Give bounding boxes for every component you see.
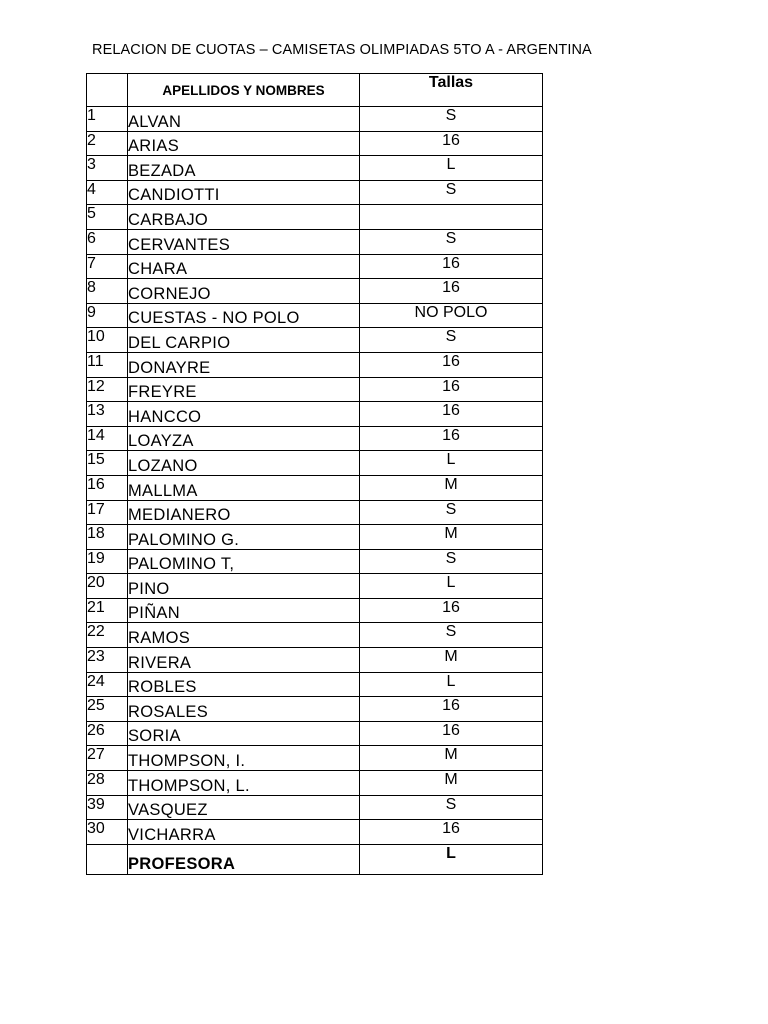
row-number: 19 bbox=[87, 549, 128, 574]
table-row bbox=[87, 598, 543, 623]
row-size: M bbox=[360, 771, 543, 796]
table-row bbox=[87, 156, 543, 181]
row-number: 23 bbox=[87, 648, 128, 673]
sizes-table bbox=[86, 73, 543, 875]
row-number: 4 bbox=[87, 180, 128, 205]
table-row bbox=[87, 771, 543, 796]
table-row bbox=[87, 721, 543, 746]
table-body bbox=[87, 107, 543, 845]
row-number: 14 bbox=[87, 426, 128, 451]
table-row bbox=[87, 377, 543, 402]
row-size: 16 bbox=[360, 598, 543, 623]
row-size: 16 bbox=[360, 820, 543, 845]
table-row bbox=[87, 254, 543, 279]
teacher-number bbox=[87, 844, 128, 874]
row-name: CERVANTES bbox=[128, 229, 360, 254]
row-number: 5 bbox=[87, 205, 128, 230]
row-size: 16 bbox=[360, 377, 543, 402]
table-row bbox=[87, 303, 543, 328]
table-row bbox=[87, 648, 543, 673]
row-size: 16 bbox=[360, 426, 543, 451]
row-name: CARBAJO bbox=[128, 205, 360, 230]
row-size: M bbox=[360, 746, 543, 771]
row-number: 6 bbox=[87, 229, 128, 254]
row-number: 3 bbox=[87, 156, 128, 181]
row-size: L bbox=[360, 451, 543, 476]
row-name: CANDIOTTI bbox=[128, 180, 360, 205]
table-row bbox=[87, 180, 543, 205]
row-number: 20 bbox=[87, 574, 128, 599]
row-size: 16 bbox=[360, 254, 543, 279]
row-name: RIVERA bbox=[128, 648, 360, 673]
row-name: RAMOS bbox=[128, 623, 360, 648]
row-size: S bbox=[360, 549, 543, 574]
row-name: PALOMINO T, bbox=[128, 549, 360, 574]
row-size: 16 bbox=[360, 697, 543, 722]
row-size: 16 bbox=[360, 279, 543, 304]
table-row bbox=[87, 574, 543, 599]
row-name: PALOMINO G. bbox=[128, 525, 360, 550]
row-number: 8 bbox=[87, 279, 128, 304]
row-number: 13 bbox=[87, 402, 128, 427]
table-row bbox=[87, 500, 543, 525]
row-number: 39 bbox=[87, 795, 128, 820]
row-size: 16 bbox=[360, 352, 543, 377]
row-number: 12 bbox=[87, 377, 128, 402]
row-number: 27 bbox=[87, 746, 128, 771]
row-number: 10 bbox=[87, 328, 128, 353]
row-size: L bbox=[360, 574, 543, 599]
row-name: VASQUEZ bbox=[128, 795, 360, 820]
table-row bbox=[87, 131, 543, 156]
table-row bbox=[87, 426, 543, 451]
row-name: BEZADA bbox=[128, 156, 360, 181]
row-size: S bbox=[360, 180, 543, 205]
row-name: ARIAS bbox=[128, 131, 360, 156]
table-row bbox=[87, 107, 543, 132]
table-row bbox=[87, 451, 543, 476]
row-size: S bbox=[360, 328, 543, 353]
header-size: Tallas bbox=[360, 74, 543, 107]
row-size: 16 bbox=[360, 131, 543, 156]
row-name: MEDIANERO bbox=[128, 500, 360, 525]
row-name: ALVAN bbox=[128, 107, 360, 132]
row-size: 16 bbox=[360, 402, 543, 427]
table-row bbox=[87, 525, 543, 550]
row-name: CORNEJO bbox=[128, 279, 360, 304]
row-number: 17 bbox=[87, 500, 128, 525]
row-name: MALLMA bbox=[128, 475, 360, 500]
row-number: 9 bbox=[87, 303, 128, 328]
row-number: 11 bbox=[87, 352, 128, 377]
row-number: 18 bbox=[87, 525, 128, 550]
row-name: LOAYZA bbox=[128, 426, 360, 451]
table-row bbox=[87, 279, 543, 304]
table-row bbox=[87, 205, 543, 230]
row-name: CUESTAS - NO POLO bbox=[128, 303, 360, 328]
row-number: 30 bbox=[87, 820, 128, 845]
row-name: PINO bbox=[128, 574, 360, 599]
row-size: 16 bbox=[360, 721, 543, 746]
header-row bbox=[87, 74, 543, 107]
row-name: LOZANO bbox=[128, 451, 360, 476]
table-row bbox=[87, 402, 543, 427]
header-number bbox=[87, 74, 128, 107]
teacher-name: PROFESORA bbox=[128, 844, 360, 874]
row-number: 15 bbox=[87, 451, 128, 476]
table-row bbox=[87, 623, 543, 648]
teacher-row bbox=[87, 844, 543, 874]
row-size: M bbox=[360, 648, 543, 673]
row-size: S bbox=[360, 795, 543, 820]
row-name: DEL CARPIO bbox=[128, 328, 360, 353]
row-name: THOMPSON, I. bbox=[128, 746, 360, 771]
row-name: CHARA bbox=[128, 254, 360, 279]
table-row bbox=[87, 352, 543, 377]
row-size: S bbox=[360, 229, 543, 254]
row-number: 1 bbox=[87, 107, 128, 132]
row-number: 7 bbox=[87, 254, 128, 279]
row-number: 24 bbox=[87, 672, 128, 697]
row-name: HANCCO bbox=[128, 402, 360, 427]
table-row bbox=[87, 672, 543, 697]
row-size: S bbox=[360, 623, 543, 648]
row-size: NO POLO bbox=[360, 303, 543, 328]
row-name: ROSALES bbox=[128, 697, 360, 722]
header-name: APELLIDOS Y NOMBRES bbox=[128, 74, 360, 107]
row-name: THOMPSON, L. bbox=[128, 771, 360, 796]
row-size: S bbox=[360, 500, 543, 525]
row-name: FREYRE bbox=[128, 377, 360, 402]
table-row bbox=[87, 795, 543, 820]
row-size: S bbox=[360, 107, 543, 132]
row-size: L bbox=[360, 672, 543, 697]
row-number: 22 bbox=[87, 623, 128, 648]
row-name: DONAYRE bbox=[128, 352, 360, 377]
row-size: M bbox=[360, 525, 543, 550]
table-row bbox=[87, 328, 543, 353]
table-row bbox=[87, 475, 543, 500]
row-name: ROBLES bbox=[128, 672, 360, 697]
table-row bbox=[87, 229, 543, 254]
row-name: PIÑAN bbox=[128, 598, 360, 623]
row-size bbox=[360, 205, 543, 230]
table-row bbox=[87, 820, 543, 845]
row-number: 28 bbox=[87, 771, 128, 796]
row-name: SORIA bbox=[128, 721, 360, 746]
table-row bbox=[87, 549, 543, 574]
table-row bbox=[87, 746, 543, 771]
row-name: VICHARRA bbox=[128, 820, 360, 845]
table-row bbox=[87, 697, 543, 722]
teacher-size: L bbox=[360, 844, 543, 874]
row-size: M bbox=[360, 475, 543, 500]
row-number: 25 bbox=[87, 697, 128, 722]
row-number: 2 bbox=[87, 131, 128, 156]
row-number: 21 bbox=[87, 598, 128, 623]
document-title: RELACION DE CUOTAS – CAMISETAS OLIMPIADAS 5TO A - ARGENTINA bbox=[92, 42, 592, 58]
row-number: 16 bbox=[87, 475, 128, 500]
row-number: 26 bbox=[87, 721, 128, 746]
row-size: L bbox=[360, 156, 543, 181]
